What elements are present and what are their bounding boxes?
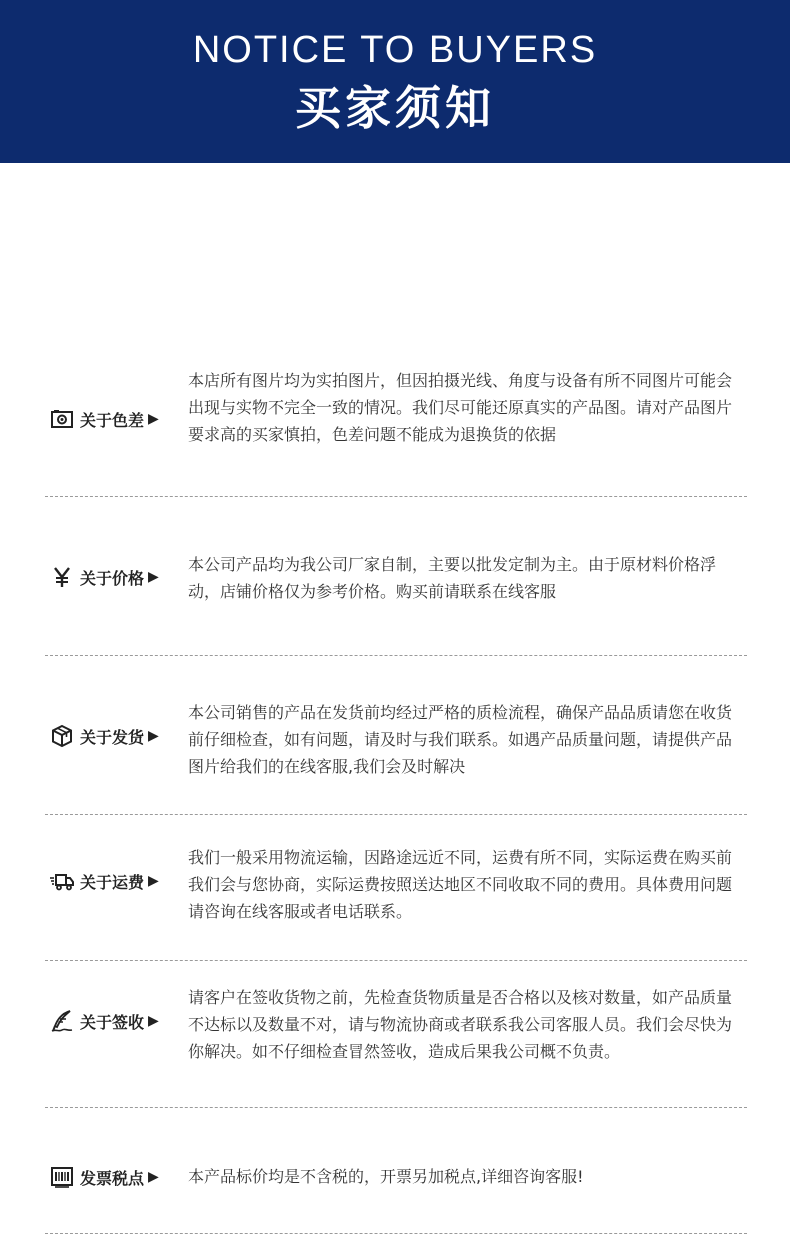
section-title: 关于签收 (80, 1012, 145, 1032)
truck-icon (50, 869, 74, 893)
arrow-right-icon: ▶ (148, 1013, 159, 1029)
divider (45, 814, 747, 815)
arrow-right-icon: ▶ (148, 569, 159, 585)
arrow-right-icon: ▶ (148, 411, 159, 427)
section-label (50, 407, 159, 431)
section-text: 本公司销售的产品在发货前均经过严格的质检流程，确保产品品质请您在收货前仔细检查，如有问题，请及时与我们联系。如遇产品质量问题，请提供产品图片给我们的在线客服,我们会及时解决 (188, 703, 733, 776)
section-label (50, 1009, 159, 1033)
divider (45, 1107, 747, 1108)
title-zh: 买家须知 (295, 81, 495, 135)
section-text: 请客户在签收货物之前，先检查货物质量是否合格以及核对数量，如产品质量不达标以及数量不对，请与物流协商或者联系我公司客服人员。我们会尽快为你解决。如不仔细检查冒然签收，造成后果我公司概不负责。 (188, 988, 733, 1061)
section-title: 关于色差 (80, 410, 145, 430)
section-label (50, 565, 159, 589)
divider (45, 655, 747, 656)
section-title: 发票税点 (80, 1168, 145, 1188)
arrow-right-icon: ▶ (148, 728, 159, 744)
section-label (50, 1165, 159, 1189)
invoice-icon (50, 1165, 74, 1189)
section-label (50, 869, 159, 893)
arrow-right-icon: ▶ (148, 873, 159, 889)
section-label (50, 724, 159, 748)
pen-icon (50, 1009, 74, 1033)
divider (45, 496, 747, 497)
title-en: NOTICE TO BUYERS (192, 29, 598, 71)
yen-icon (50, 565, 74, 589)
header-banner (0, 0, 790, 163)
section-text: 本店所有图片均为实拍图片，但因拍摄光线、角度与设备有所不同图片可能会出现与实物不完全一致的情况。我们尽可能还原真实的产品图。请对产品图片要求高的买家慎拍，色差问题不能成为退换货的依据 (188, 371, 733, 444)
camera-icon (50, 407, 74, 431)
section-title: 关于价格 (80, 568, 145, 588)
arrow-right-icon: ▶ (148, 1169, 159, 1185)
divider (45, 960, 747, 961)
section-text: 本公司产品均为我公司厂家自制，主要以批发定制为主。由于原材料价格浮动，店铺价格仅为参考价格。购买前请联系在线客服 (188, 555, 717, 601)
section-title: 关于运费 (80, 872, 145, 892)
section-title: 关于发货 (80, 727, 145, 747)
section-text: 本产品标价均是不含税的，开票另加税点,详细咨询客服! (188, 1167, 584, 1186)
section-text: 我们一般采用物流运输，因路途远近不同，运费有所不同，实际运费在购买前我们会与您协商，实际运费按照送达地区不同收取不同的费用。具体费用问题请咨询在线客服或者电话联系。 (188, 848, 733, 921)
package-icon (50, 724, 74, 748)
